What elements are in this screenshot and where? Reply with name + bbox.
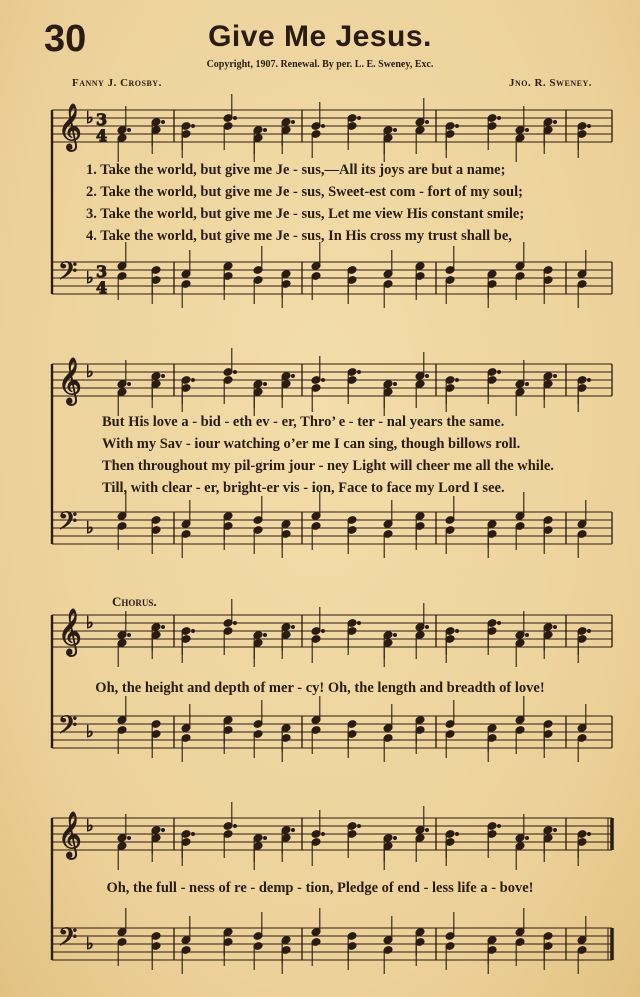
augmentation-dot	[588, 379, 591, 382]
augmentation-dot	[526, 837, 529, 840]
augmentation-dot	[526, 634, 529, 637]
time-sig-top: 3	[96, 110, 108, 129]
augmentation-dot	[588, 630, 591, 633]
augmentation-dot	[192, 379, 195, 382]
augmentation-dot	[358, 371, 361, 374]
augmentation-dot	[394, 837, 397, 840]
augmentation-dot	[162, 375, 165, 378]
flat-icon: ♭	[86, 108, 94, 127]
augmentation-dot	[588, 125, 591, 128]
augmentation-dot	[498, 117, 501, 120]
chorus-line-1: Oh, the height and depth of mer - cy! Oh, the length and breadth of love!	[95, 680, 545, 696]
augmentation-dot	[292, 626, 295, 629]
augmentation-dot	[554, 121, 557, 124]
augmentation-dot	[264, 129, 267, 132]
treble-clef-icon: 𝄞	[58, 812, 82, 858]
flat-icon: ♭	[86, 518, 94, 537]
augmentation-dot	[426, 829, 429, 832]
augmentation-dot	[394, 129, 397, 132]
time-sig-bottom: 4	[96, 126, 108, 145]
lyricist-credit: Fanny J. Crosby.	[72, 77, 162, 89]
flat-icon: ♭	[86, 722, 94, 741]
augmentation-dot	[192, 125, 195, 128]
verse-4-line-1: 4. Take the world, but give me Je - sus, In His cross my trust shall be,	[86, 228, 512, 244]
augmentation-dot	[554, 375, 557, 378]
copyright-notice: Copyright, 1907. Renewal. By per. L. E. Sweney, Exc.	[206, 59, 434, 70]
bass-clef-icon: 𝄢	[58, 923, 78, 958]
augmentation-dot	[456, 833, 459, 836]
augmentation-dot	[322, 125, 325, 128]
treble-clef-icon: 𝄞	[58, 609, 82, 655]
augmentation-dot	[128, 383, 131, 386]
augmentation-dot	[526, 383, 529, 386]
composer-credit: Jno. R. Sweney.	[508, 77, 592, 89]
flat-icon: ♭	[86, 362, 94, 381]
treble-clef-icon: 𝄞	[58, 104, 82, 150]
verse-4-line-2: Till, with clear - er, bright-er vis - ion, Face to face my Lord I see.	[102, 480, 505, 496]
verse-2-line-1: 2. Take the world, but give me Je - sus, Sweet-est com - fort of my soul;	[86, 184, 523, 200]
augmentation-dot	[234, 825, 237, 828]
augmentation-dot	[426, 121, 429, 124]
augmentation-dot	[128, 837, 131, 840]
augmentation-dot	[264, 634, 267, 637]
bass-clef-icon: 𝄢	[58, 507, 78, 542]
augmentation-dot	[498, 825, 501, 828]
augmentation-dot	[456, 125, 459, 128]
augmentation-dot	[426, 626, 429, 629]
augmentation-dot	[456, 630, 459, 633]
augmentation-dot	[526, 129, 529, 132]
augmentation-dot	[292, 375, 295, 378]
time-sig-top: 3	[96, 262, 108, 281]
augmentation-dot	[162, 829, 165, 832]
augmentation-dot	[498, 371, 501, 374]
augmentation-dot	[322, 833, 325, 836]
augmentation-dot	[322, 379, 325, 382]
augmentation-dot	[234, 622, 237, 625]
augmentation-dot	[234, 371, 237, 374]
augmentation-dot	[394, 383, 397, 386]
augmentation-dot	[456, 379, 459, 382]
flat-icon: ♭	[86, 816, 94, 835]
augmentation-dot	[394, 634, 397, 637]
augmentation-dot	[128, 634, 131, 637]
bass-clef-icon: 𝄢	[58, 711, 78, 746]
augmentation-dot	[292, 829, 295, 832]
verse-1-line-2: But His love a - bid - eth ev - er, Thro’ e - ter - nal years the same.	[102, 414, 505, 430]
augmentation-dot	[322, 630, 325, 633]
augmentation-dot	[358, 825, 361, 828]
verse-1-line-1: 1. Take the world, but give me Je - sus,—All its joys are but a name;	[86, 162, 506, 178]
verse-2-line-2: With my Sav - iour watching o’er me I can sing, though billows roll.	[102, 436, 521, 452]
augmentation-dot	[292, 121, 295, 124]
chorus-label: Chorus.	[112, 594, 157, 609]
hymn-number: 30	[44, 18, 87, 60]
augmentation-dot	[358, 622, 361, 625]
augmentation-dot	[554, 626, 557, 629]
augmentation-dot	[234, 117, 237, 120]
augmentation-dot	[162, 626, 165, 629]
augmentation-dot	[162, 121, 165, 124]
flat-icon: ♭	[86, 934, 94, 953]
augmentation-dot	[192, 833, 195, 836]
time-sig-bottom: 4	[96, 278, 108, 297]
hymn-title: Give Me Jesus.	[208, 20, 432, 53]
flat-icon: ♭	[86, 613, 94, 632]
treble-clef-icon: 𝄞	[58, 358, 82, 404]
augmentation-dot	[128, 129, 131, 132]
augmentation-dot	[358, 117, 361, 120]
augmentation-dot	[426, 375, 429, 378]
augmentation-dot	[264, 837, 267, 840]
chorus-line-2: Oh, the full - ness of re - demp - tion, Pledge of end - less life a - bove!	[106, 880, 534, 896]
flat-icon: ♭	[86, 268, 94, 287]
verse-3-line-1: 3. Take the world, but give me Je - sus, Let me view His constant smile;	[86, 206, 525, 222]
augmentation-dot	[588, 833, 591, 836]
verse-3-line-2: Then throughout my pil-grim jour - ney Light will cheer me all the while.	[102, 458, 554, 474]
augmentation-dot	[192, 630, 195, 633]
bass-clef-icon: 𝄢	[58, 257, 78, 292]
augmentation-dot	[264, 383, 267, 386]
augmentation-dot	[498, 622, 501, 625]
augmentation-dot	[554, 829, 557, 832]
